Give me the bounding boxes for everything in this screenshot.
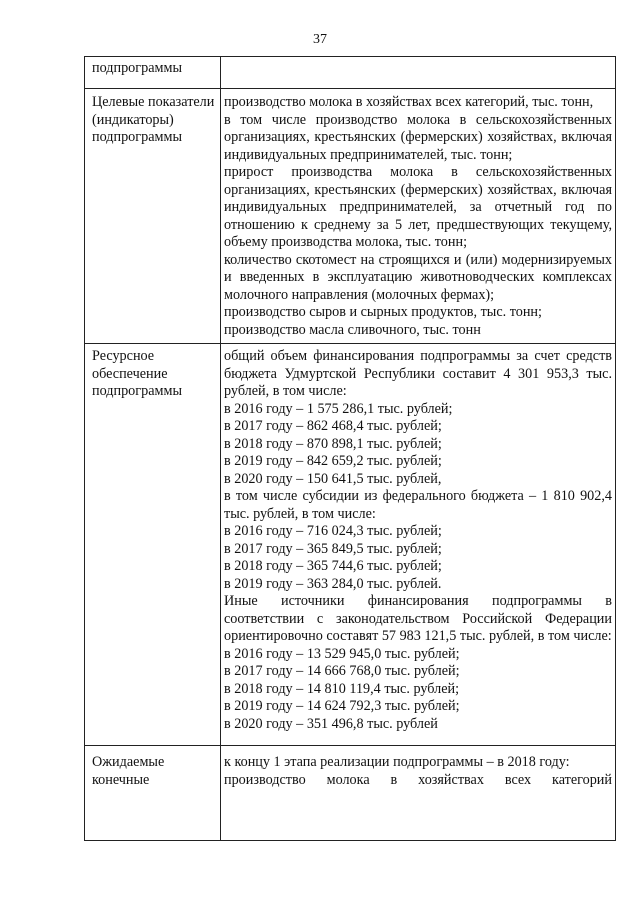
page-number: 37 (313, 32, 327, 47)
list-item: в 2019 году – 14 624 792,3 тыс. рублей; (224, 698, 460, 714)
row-label: Целевые показатели (индикаторы) подпрограммы (85, 89, 221, 344)
list-item: в 2020 году – 150 641,5 тыс. рублей, (224, 470, 442, 487)
table-row (85, 89, 616, 344)
paragraph: производство молока в хозяйствах всех категорий, тыс. тонн, (224, 94, 594, 110)
paragraph: производство масла сливочного, тыс. тонн (224, 321, 481, 338)
row-label: Ресурсное обеспечение подпрограммы (85, 344, 221, 746)
list-item: в 2019 году – 363 284,0 тыс. рублей. (224, 575, 442, 592)
row-content (221, 746, 616, 841)
row-content (221, 89, 616, 344)
paragraph: к концу 1 этапа реализации подпрограммы – в 2018 году: (224, 754, 570, 770)
paragraph: производство молока в хозяйствах всех категорий (224, 771, 612, 788)
row-label: подпрограммы (85, 57, 221, 89)
paragraph: производство сыров и сырных продуктов, тыс. тонн; (224, 304, 542, 320)
list-item: в 2016 году – 13 529 945,0 тыс. рублей; (224, 645, 460, 662)
list-item: в 2018 году – 870 898,1 тыс. рублей; (224, 435, 442, 452)
table-row (85, 57, 616, 89)
paragraph: общий объем финансирования подпрограммы за счет средств бюджета Удмуртской Республики составит 4 301 953,3 тыс. рублей, в том числе: (224, 348, 612, 399)
list-item: в 2016 году – 716 024,3 тыс. рублей; (224, 523, 442, 539)
paragraph: прирост производства молока в сельскохозяйственных организациях, крестьянских (фермерских) хозяйствах, включая индивидуальных предпринимателей, за отчетный год по отношению к среднему за 5 лет, предшествующих текущему, объему производства молока, тыс. тонн; (224, 164, 612, 250)
list-item: в 2017 году – 862 468,4 тыс. рублей; (224, 418, 442, 434)
table-row (85, 746, 616, 841)
list-item: в 2016 году – 1 575 286,1 тыс. рублей; (224, 400, 453, 417)
table-row (85, 344, 616, 746)
list-item: в 2017 году – 365 849,5 тыс. рублей; (224, 540, 442, 557)
paragraph: количество скотомест на строящихся и (или) модернизируемых и введенных в эксплуатацию животноводческих комплексах молочного направления (молочных фермах); (224, 251, 612, 303)
row-content (221, 57, 616, 89)
paragraph: Иные источники финансирования подпрограммы в соответствии с законодательством Российской Федерации ориентировочно составят 57 983 121,5 тыс. рублей, в том числе: (224, 593, 612, 644)
list-item: в 2020 году – 351 496,8 тыс. рублей (224, 715, 438, 732)
list-item: в 2017 году – 14 666 768,0 тыс. рублей; (224, 663, 460, 679)
paragraph: в том числе субсидии из федерального бюджета – 1 810 902,4 тыс. рублей, в том числе: (224, 488, 612, 522)
row-content (221, 344, 616, 746)
program-passport-table (84, 56, 616, 841)
row-label: Ожидаемые конечные (85, 746, 221, 841)
list-item: в 2018 году – 14 810 119,4 тыс. рублей; (224, 680, 460, 697)
list-item: в 2019 году – 842 659,2 тыс. рублей; (224, 453, 442, 469)
list-item: в 2018 году – 365 744,6 тыс. рублей; (224, 558, 442, 574)
paragraph: в том числе производство молока в сельскохозяйственных организациях, крестьянских (фермерских) хозяйствах, включая индивидуальных предпринимателей, тыс. тонн; (224, 111, 612, 163)
